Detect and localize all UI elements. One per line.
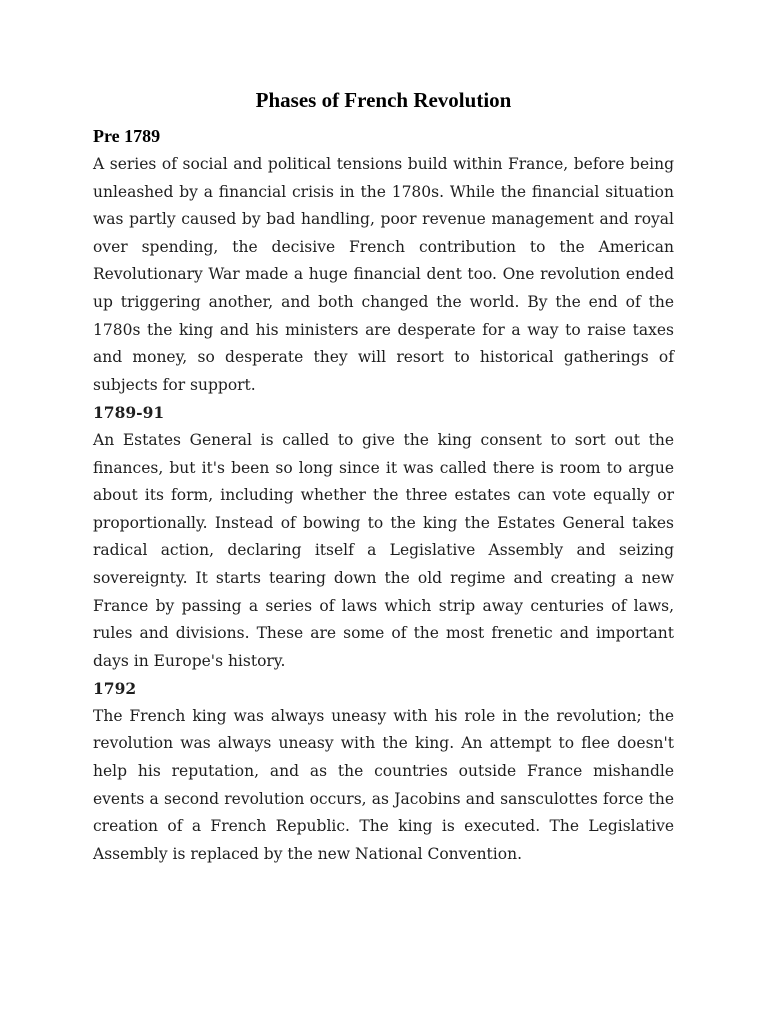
section-paragraph: An Estates General is called to give the king consent to sort out the finances, but it's been so long since it was called there is room to argue about its form, including whether the three estates can vote equally or proportionally. Instead of bowing to the king the Estates General takes radical action, declaring itself a Legislative Assembly and seizing sovereignty. It starts tearing down the old regime and creating a new France by passing a series of laws which strip away centuries of laws, rules and divisions. These are some of the most frenetic and important days in Europe's history.	[93, 430, 674, 670]
section-paragraph: A series of social and political tensions build within France, before being unleashed by a financial crisis in the 1780s. While the financial situation was partly caused by bad handling, poor revenue management and royal over spending, the decisive French contribution to the American Revolutionary War made a huge financial dent too. One revolution ended up triggering another, and both changed the world. By the end of the 1780s the king and his ministers are desperate for a way to raise taxes and money, so desperate they will resort to historical gatherings of subjects for support.	[93, 155, 674, 394]
section-paragraph: The French king was always uneasy with his role in the revolution; the revolution was always uneasy with the king. An attempt to flee doesn't help his reputation, and as the countries outside France mishandle events a second revolution occurs, as Jacobins and sansculottes force the creation of a French Republic. The king is executed. The Legislative Assembly is replaced by the new National Convention.	[93, 706, 674, 863]
document-page	[93, 86, 674, 868]
section-pre-1789	[93, 124, 674, 399]
section-heading: 1792	[93, 679, 137, 699]
document-title: Phases of French Revolution	[255, 88, 512, 112]
section-1789-91	[93, 399, 674, 675]
section-heading: 1789-91	[93, 403, 165, 423]
section-heading: Pre 1789	[93, 126, 161, 146]
section-1792	[93, 675, 674, 868]
